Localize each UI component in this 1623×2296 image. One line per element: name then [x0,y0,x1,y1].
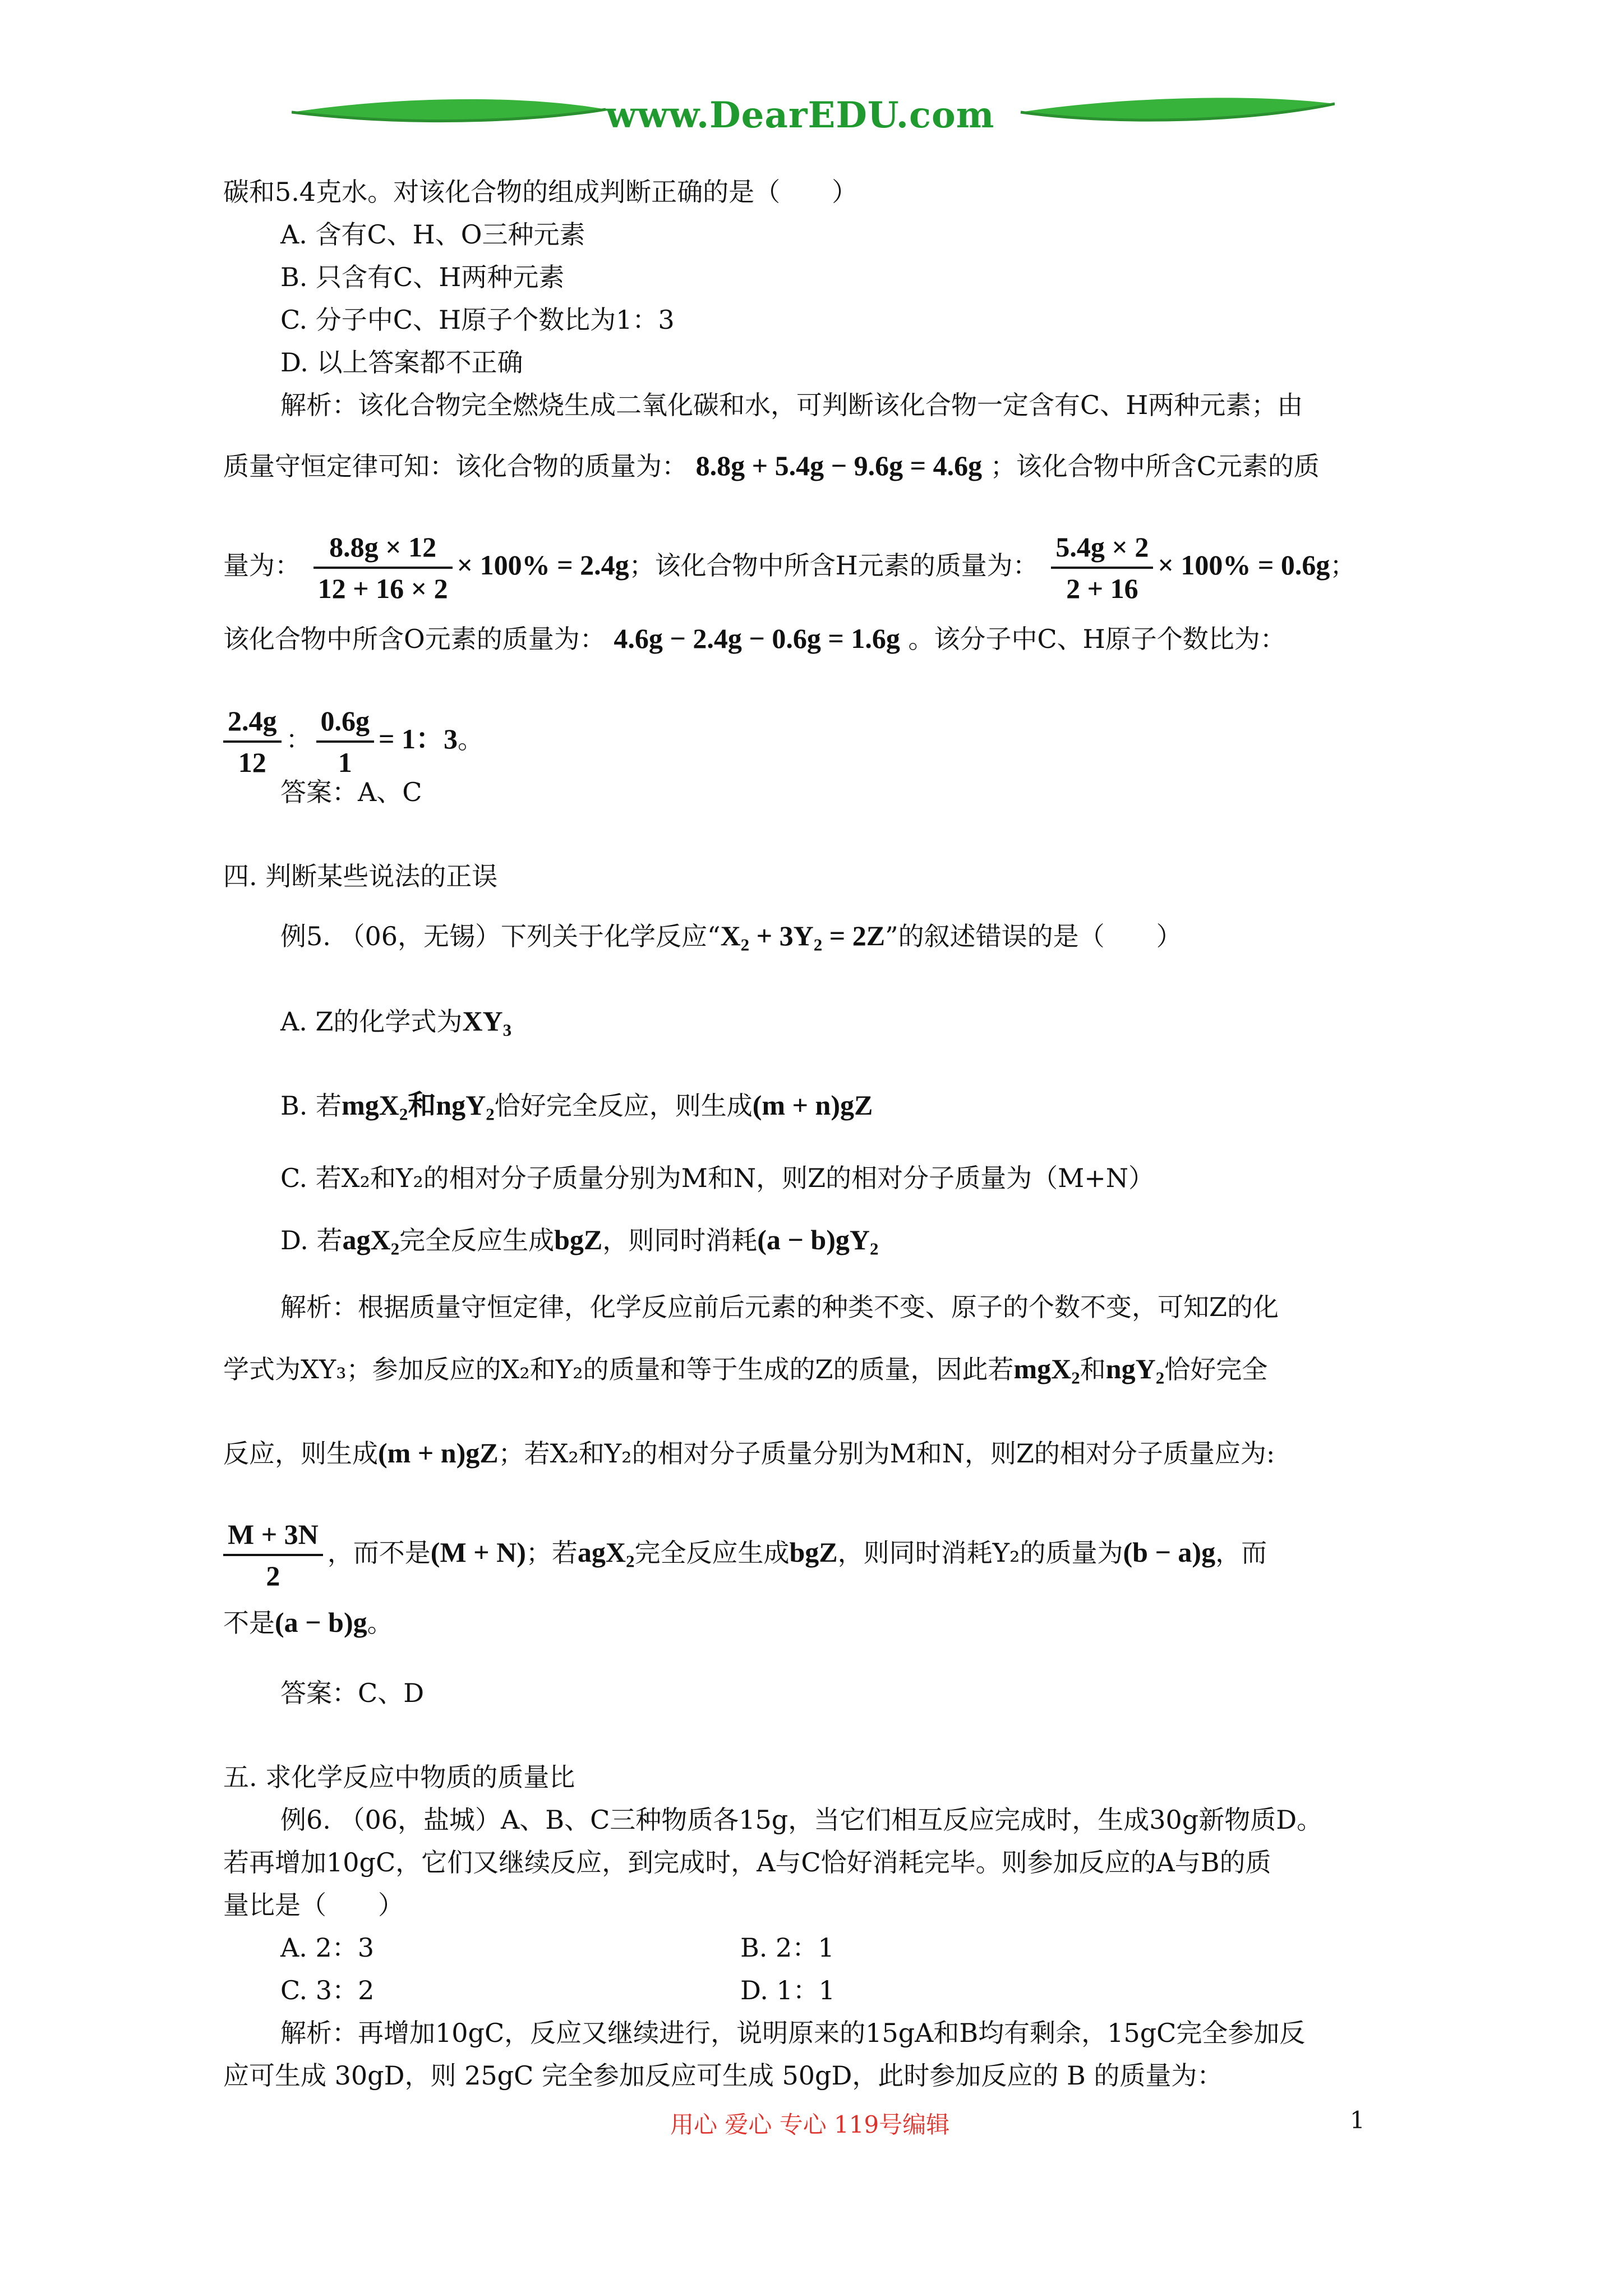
brand-logo-text[interactable]: www.DearEDU.com [606,94,995,136]
subscript: 2 [813,935,823,955]
math-expression: × 100% = 0.6g [1158,549,1330,581]
math-expression: bgZ [789,1536,838,1568]
option-d [280,1223,879,1257]
text: D. 若 [280,1225,343,1255]
math-symbol: X [720,920,741,951]
option-c: C. 分子中C、H原子个数比为1：3 [280,305,675,335]
analysis-line [223,449,1320,483]
text: 。 [458,724,483,754]
text: 恰好完全 [1164,1354,1268,1384]
analysis-line: 解析：再增加10gC，反应又继续进行，说明原来的15gA和B均有剩余，15gC完全参加反 [280,2018,1306,2048]
analysis-line: 应可生成 30gD，则 25gC 完全参加反应可生成 50gD，此时参加反应的 B 的质量为： [223,2060,1223,2091]
example-stem: 若再增加10gC，它们又继续反应，到完成时，A与C恰好消耗完毕。则参加反应的A与B的质 [223,1847,1271,1878]
subscript: 2 [870,1239,879,1259]
math-expression: (a − b)g [275,1607,367,1638]
numerator: 5.4g × 2 [1051,527,1153,569]
option-d: D. 1：1 [740,1975,836,2005]
denominator: 12 [238,747,266,778]
analysis-line [223,1436,1275,1470]
text: ；若 [525,1538,578,1568]
text: 完全反应生成 [634,1538,790,1568]
subscript: 2 [626,1551,635,1571]
analysis-line: 解析：该化合物完全燃烧生成二氧化碳和水，可判断该化合物一定含有C、H两种元素；由 [280,390,1303,420]
text: ”的叙述错误的是（ ） [885,921,1182,951]
section-title: 四. 判断某些说法的正误 [223,861,498,891]
text: ，而 [1215,1538,1267,1568]
text: 恰好完全反应，则生成 [494,1091,753,1121]
math-expression: (M + N) [430,1536,526,1568]
text: 学式为XY₃；参加反应的X₂和Y₂的质量和等于生成的Z的质量，因此若 [223,1354,1014,1384]
question-stem: 碳和5.4克水。对该化合物的组成判断正确的是（ ） [223,177,858,207]
text: ，而不是 [327,1538,431,1568]
option-b: B. 2：1 [740,1932,834,1963]
option-a: A. 含有C、H、O三种元素 [280,219,585,250]
math-symbol: agX [577,1536,626,1568]
example-stem [280,919,1182,953]
fraction [223,1515,323,1595]
text: 。 [367,1608,393,1638]
math-expression [1013,1353,1080,1388]
analysis-line [223,701,483,782]
math-symbol: + 3Y [749,920,814,951]
analysis-line [223,527,1355,608]
math-symbol: mgX [1013,1353,1072,1384]
math-expression [757,1224,879,1259]
math-symbol: 和ngY [408,1089,486,1121]
math-symbol: = 2Z [822,920,886,951]
example-stem: 量比是（ ） [223,1890,404,1920]
text: 。该分子中C、H原子个数比为： [908,624,1286,654]
text: ，则同时消耗 [602,1225,758,1255]
page-number: 1 [1350,2106,1365,2134]
math-expression: 4.6g − 2.4g − 0.6g = 1.6g [614,623,900,654]
math-expression [720,920,886,955]
text: ；该化合物中所含H元素的质量为： [629,550,1039,581]
fraction [316,701,375,782]
option-a [280,1004,511,1038]
analysis-line [223,1352,1267,1386]
option-a: A. 2：3 [280,1932,374,1963]
fraction [313,527,453,608]
text: ； [1330,550,1356,581]
analysis-line [223,1605,393,1640]
math-expression: (m + n)gZ [378,1437,499,1469]
math-symbol: agX [342,1224,391,1255]
denominator: 2 [266,1560,280,1591]
math-expression: bgZ [554,1224,603,1255]
math-symbol: ngY [1105,1353,1156,1384]
denominator: 2 + 16 [1066,573,1138,604]
subscript: 2 [740,935,750,955]
math-expression: (m + n)gZ [752,1089,873,1121]
text: 反应，则生成 [223,1438,378,1469]
numerator: 8.8g × 12 [313,527,453,569]
text: 例5. （06，无锡）下列关于化学反应“ [280,921,721,951]
subscript: 3 [502,1020,512,1040]
math-symbol: (a − b)gY [757,1224,870,1255]
text: ；该化合物中所含C元素的质 [990,451,1320,481]
numerator: 2.4g [223,701,282,743]
subscript: 2 [486,1104,495,1124]
text: B. 若 [280,1091,342,1121]
math-expression: 8.8g + 5.4g − 9.6g = 4.6g [695,450,983,481]
text: ；若X₂和Y₂的相对分子质量分别为M和N，则Z的相对分子质量应为: [498,1438,1275,1469]
text: 该化合物中所含O元素的质量为： [223,624,606,654]
math-expression [342,1224,400,1259]
fraction [1051,527,1153,608]
text: 量为： [223,550,301,581]
fraction [223,701,282,782]
math-expression [577,1536,635,1571]
option-c: C. 若X₂和Y₂的相对分子质量分别为M和N，则Z的相对分子质量为（M+N） [280,1163,1155,1193]
subscript: 2 [399,1104,408,1124]
math-expression: (b − a)g [1123,1536,1216,1568]
math-expression: = 1：3 [379,723,458,754]
option-d: D. 以上答案都不正确 [280,347,523,378]
math-symbol: mgX [342,1089,399,1121]
math-expression [342,1089,495,1124]
denominator: 12 + 16 × 2 [317,573,448,604]
section-title: 五. 求化学反应中物质的质量比 [223,1762,575,1792]
option-c: C. 3：2 [280,1975,375,2005]
analysis-line: 解析：根据质量守恒定律，化学反应前后元素的种类不变、原子的个数不变，可知Z的化 [280,1292,1279,1322]
subscript: 2 [1155,1368,1165,1388]
analysis-line [223,622,1286,656]
math-symbol: XY [462,1005,503,1037]
answer-line: 答案：C、D [280,1678,425,1708]
text: 质量守恒定律可知：该化合物的质量为： [223,451,688,481]
numerator: M + 3N [223,1515,323,1556]
subscript: 2 [390,1239,400,1259]
subscript: 2 [1071,1368,1080,1388]
denominator: 1 [338,747,352,778]
math-expression [1105,1353,1165,1388]
math-expression: × 100% = 2.4g [457,549,629,581]
analysis-line [223,1515,1267,1595]
text: A. Z的化学式为 [280,1006,463,1037]
answer-line: 答案：A、C [280,777,422,807]
numerator: 0.6g [316,701,375,743]
text: 不是 [223,1608,275,1638]
example-stem: 例6. （06，盐城）A、B、C三种物质各15g，当它们相互反应完成时，生成30g新物质D。 [280,1805,1323,1835]
text: 完全反应生成 [399,1225,555,1255]
text: ，则同时消耗Y₂的质量为 [837,1538,1123,1568]
option-b [280,1088,873,1122]
math-expression [462,1005,512,1040]
text: 和 [1080,1354,1106,1384]
text: ： [285,724,312,754]
option-b: B. 只含有C、H两种元素 [280,262,565,292]
footer-text: 用心 爱心 专心 119号编辑 [670,2111,950,2138]
